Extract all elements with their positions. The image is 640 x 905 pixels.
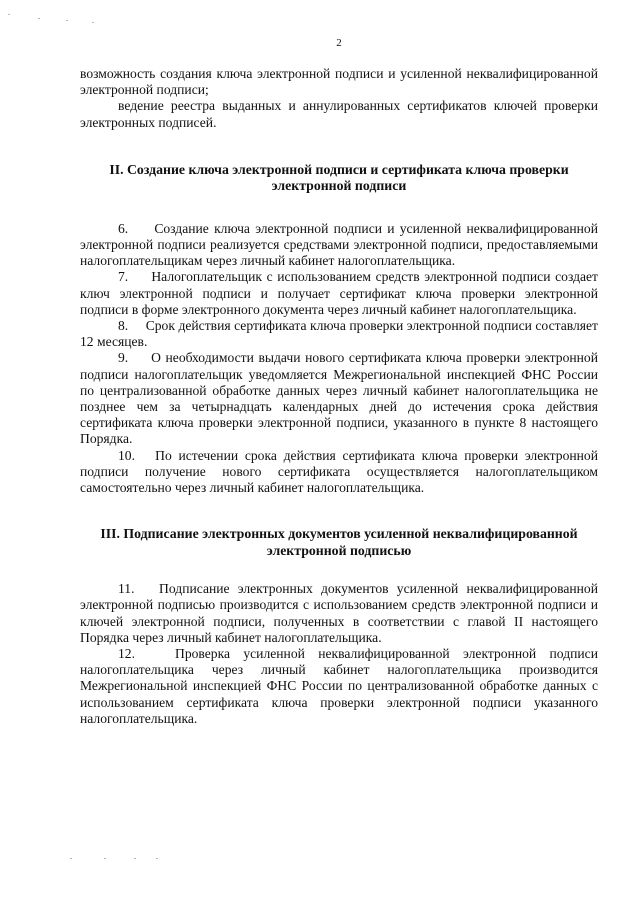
- section-2-heading: II. Создание ключа электронной подписи и сертификата ключа проверки электронной подписи: [109, 161, 569, 194]
- scan-artifact: [8, 14, 10, 15]
- scan-artifact: [66, 20, 68, 21]
- scan-artifact: [38, 18, 40, 19]
- scan-artifact: [134, 858, 136, 859]
- document-page: [80, 36, 598, 727]
- scan-artifact: [156, 858, 158, 859]
- scan-artifact: [104, 858, 106, 859]
- scan-artifact: [92, 22, 94, 23]
- intro-paragraph-2: ведение реестра выданных и аннулированных сертификатов ключей проверки электронных подписей.: [80, 98, 598, 130]
- paragraph-10: 10. По истечении срока действия сертификата ключа проверки электронной подписи получение нового сертификата осуществляется налогоплательщиком самостоятельно через личный кабинет налогоплательщика.: [80, 447, 598, 496]
- paragraph-9: 9. О необходимости выдачи нового сертификата ключа проверки электронной подписи налогоплательщик уведомляется Межрегиональной инспекцией ФНС России по централизованной обработке данных через личный кабинет налогоплательщика не позднее чем за четырнадцать календарных дней до истечения срока действия сертификата ключа проверки электронной подписи, указанного в пункте 8 настоящего Порядка.: [80, 350, 598, 447]
- scan-artifact: [70, 858, 72, 859]
- paragraph-7: 7. Налогоплательщик с использованием средств электронной подписи создает ключ электронной подписи и получает сертификат ключа проверки электронной подписи в форме электронного документа через личный кабинет налогоплательщика.: [80, 269, 598, 317]
- page-number: 2: [336, 37, 342, 49]
- paragraph-11: 11. Подписание электронных документов усиленной неквалифицированной электронной подписью производится с использованием средств электронной подписи и ключей электронной подписи, полученных в соответствии с главой II настоящего Порядка через личный кабинет налогоплательщика.: [80, 581, 598, 645]
- intro-paragraph-1: возможность создания ключа электронной подписи и усиленной неквалифицированной электронной подписи;: [80, 66, 598, 98]
- section-3-heading: III. Подписание электронных документов усиленной неквалифицированной электронной подписью: [100, 526, 578, 558]
- paragraph-8: 8. Срок действия сертификата ключа проверки электронной подписи составляет 12 месяцев.: [80, 318, 598, 350]
- paragraph-12: 12. Проверка усиленной неквалифицированной электронной подписи налогоплательщика через личный кабинет налогоплательщика производится Межрегиональной инспекцией ФНС России по централизованной обработке данных с использованием сертификата ключа проверки электронной подписи указанного налогоплательщика.: [80, 646, 598, 726]
- paragraph-6: 6. Создание ключа электронной подписи и усиленной неквалифицированной электронной подписи реализуется средствами электронной подписи, предоставляемыми налогоплательщикам через личный кабинет налогоплательщика.: [80, 220, 598, 269]
